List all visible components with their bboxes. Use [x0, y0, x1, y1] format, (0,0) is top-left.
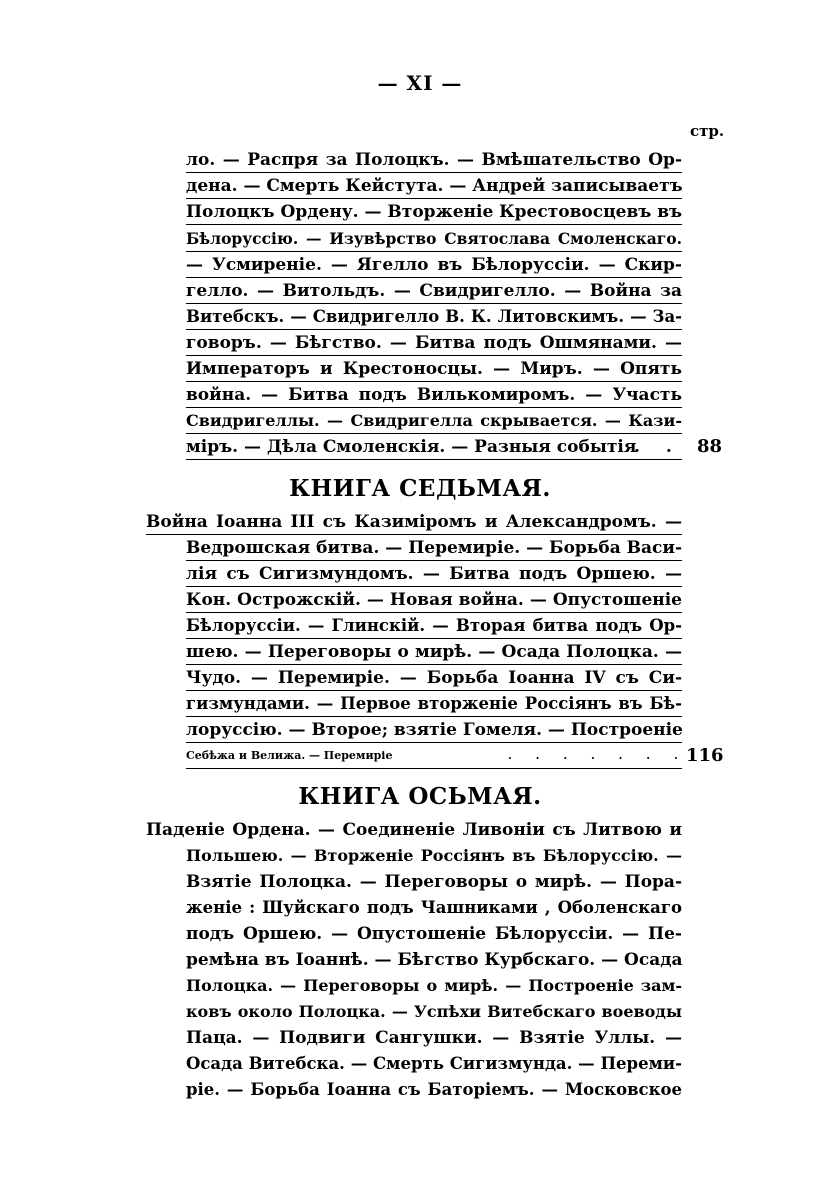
toc-line: Паца. — Подвиги Сангушки. — Взятіе Уллы. —: [186, 1028, 682, 1048]
toc-line: Бѣлоруссію. — Изувѣрство Святослава Смоленскаго.: [186, 227, 682, 252]
toc-line-last: [186, 744, 688, 769]
toc-line-text: Себѣжа и Велижа. — Перемиріе: [186, 749, 393, 762]
toc-line: ло. — Распря за Полоцкъ. — Вмѣшательство Ор-: [186, 148, 682, 173]
toc-line-last: [186, 435, 682, 460]
book-title: КНИГА СЕДЬМАЯ.: [289, 475, 551, 502]
toc-line: Свидригеллы. — Свидригелла скрывается. — Кази-: [186, 409, 682, 434]
toc-line: лоруссію. — Второе; взятіе Гомеля. — Построеніе: [186, 718, 682, 743]
toc-line: лія съ Сигизмундомъ. — Битва подъ Оршею. —: [186, 562, 682, 587]
leader-dots: . .: [634, 437, 682, 457]
page-number: — XI —: [377, 71, 463, 95]
toc-line: Императоръ и Крестоносцы. — Миръ. — Опять: [186, 357, 682, 382]
page-ref: 88: [697, 436, 723, 457]
toc-line: женіе : Шуйскаго подъ Чашниками , Оболенскаго: [186, 898, 682, 917]
toc-line: ремѣна въ Іоаннѣ. — Бѣгство Курбскаго. — Осада: [186, 950, 683, 970]
toc-line: Осада Витебска. — Смерть Сигизмунда. — Переми-: [186, 1054, 682, 1073]
book-title: КНИГА ОСЬМАЯ.: [298, 783, 542, 810]
page-column-label: стр.: [690, 122, 725, 140]
toc-line: Ведрошская битва. — Перемиріе. — Борьба Васи-: [186, 536, 682, 561]
page-ref: 116: [686, 745, 724, 766]
toc-line: Полоцка. — Переговоры о мирѣ. — Построеніе зам-: [186, 976, 682, 995]
toc-line: Взятіе Полоцка. — Переговоры о мирѣ. — Пора-: [186, 872, 682, 892]
toc-line: шею. — Переговоры о мирѣ. — Осада Полоцка. —: [186, 640, 682, 665]
toc-line: Паденіе Ордена. — Соединеніе Ливоніи съ Литвою и: [146, 820, 682, 840]
toc-line: ріе. — Борьба Іоанна съ Баторіемъ. — Московское: [186, 1080, 682, 1099]
toc-line: говоръ. — Бѣгство. — Битва подъ Ошмянами. —: [186, 331, 682, 356]
toc-line: ковъ около Полоцка. — Успѣхи Витебскаго воеводы: [186, 1002, 682, 1021]
toc-line: Бѣлоруссіи. — Глинскій. — Вторая битва подъ Ор-: [186, 614, 682, 639]
toc-line: Война Іоанна III съ Казиміромъ и Александромъ. —: [146, 510, 682, 535]
toc-line: дена. — Смерть Кейстута. — Андрей записываетъ: [186, 174, 682, 199]
toc-line: — Усмиреніе. — Ягелло въ Бѣлоруссіи. — Скир-: [186, 253, 682, 278]
toc-line: Полоцкъ Ордену. — Вторженіе Крестовосцевъ въ: [186, 200, 682, 225]
toc-line: подъ Оршею. — Опустошеніе Бѣлоруссіи. — Пе-: [186, 924, 682, 944]
toc-line-text: міръ. — Дѣла Смоленскія. — Разныя событія: [186, 437, 637, 457]
toc-line: гизмундами. — Первое вторженіе Россіянъ въ Бѣ-: [186, 692, 682, 717]
toc-line: Чудо. — Перемиріе. — Борьба Іоанна IV съ Си-: [186, 666, 682, 691]
toc-line: война. — Битва подъ Вилькомиромъ. — Участь: [186, 383, 682, 408]
toc-line: Польшею. — Вторженіе Россіянъ въ Бѣлоруссію. —: [186, 846, 682, 865]
toc-line: гелло. — Витольдъ. — Свидригелло. — Война за: [186, 279, 682, 304]
toc-line: Кон. Острожскій. — Новая война. — Опустошеніе: [186, 588, 682, 613]
toc-line: Витебскъ. — Свидригелло В. К. Литовскимъ. — За-: [186, 305, 682, 330]
leader-dots: . . . . . . .: [508, 749, 688, 762]
